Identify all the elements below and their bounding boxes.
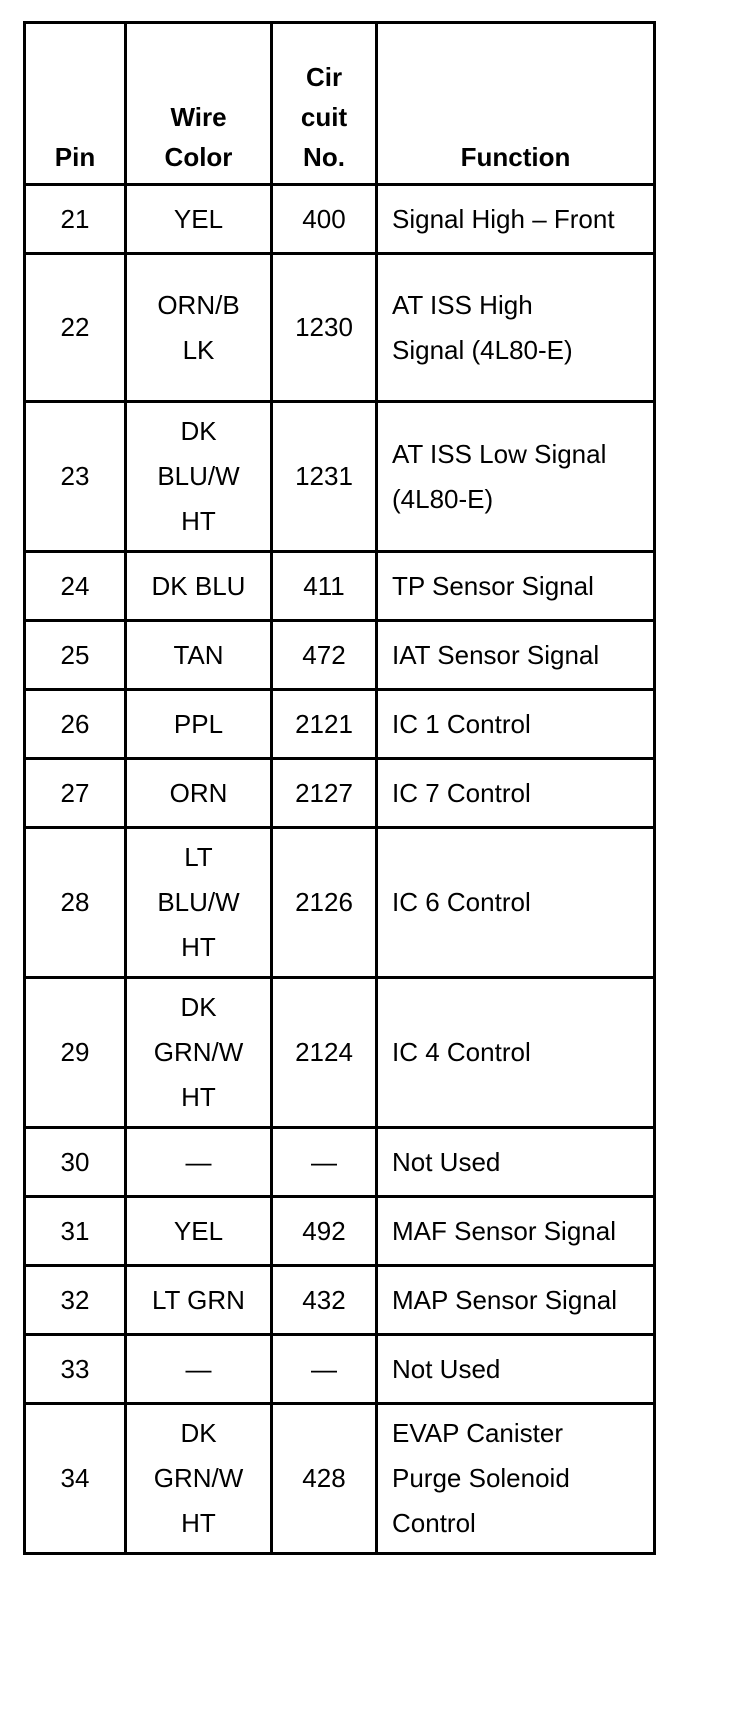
pin-cell: 32	[25, 1266, 126, 1335]
circuit-cell: 492	[272, 1197, 377, 1266]
pin-cell: 33	[25, 1335, 126, 1404]
table-row	[25, 254, 655, 402]
circuit-cell: 472	[272, 621, 377, 690]
function-cell: Not Used	[377, 1128, 655, 1197]
table-row	[25, 621, 655, 690]
table-row	[25, 759, 655, 828]
wire-color-cell: YEL	[126, 185, 272, 254]
circuit-cell: 1231	[272, 402, 377, 552]
wire-color-cell: ORN/B LK	[126, 254, 272, 402]
function-cell: IAT Sensor Signal	[377, 621, 655, 690]
pin-cell: 22	[25, 254, 126, 402]
table-body	[25, 185, 655, 1554]
function-cell: TP Sensor Signal	[377, 552, 655, 621]
wire-color-cell: DK GRN/W HT	[126, 1404, 272, 1554]
wire-color-cell: YEL	[126, 1197, 272, 1266]
pin-table	[23, 21, 656, 1555]
header-wire-color: Wire Color	[126, 23, 272, 185]
table-row	[25, 552, 655, 621]
circuit-cell: 411	[272, 552, 377, 621]
circuit-cell: 432	[272, 1266, 377, 1335]
wire-color-cell: DK GRN/W HT	[126, 978, 272, 1128]
pin-cell: 26	[25, 690, 126, 759]
header-function: Function	[377, 23, 655, 185]
circuit-cell: 2127	[272, 759, 377, 828]
function-cell: IC 4 Control	[377, 978, 655, 1128]
pin-cell: 25	[25, 621, 126, 690]
function-cell: IC 1 Control	[377, 690, 655, 759]
wire-color-cell: TAN	[126, 621, 272, 690]
table-row	[25, 828, 655, 978]
pin-cell: 24	[25, 552, 126, 621]
wire-color-cell: DK BLU	[126, 552, 272, 621]
pin-cell: 28	[25, 828, 126, 978]
pin-cell: 34	[25, 1404, 126, 1554]
function-cell: EVAP Canister Purge Solenoid Control	[377, 1404, 655, 1554]
table-row	[25, 1266, 655, 1335]
header-row	[25, 23, 655, 185]
pin-cell: 21	[25, 185, 126, 254]
circuit-cell: 1230	[272, 254, 377, 402]
pin-cell: 23	[25, 402, 126, 552]
pin-cell: 31	[25, 1197, 126, 1266]
function-cell: AT ISS High Signal (4L80-E)	[377, 254, 655, 402]
wire-color-cell: PPL	[126, 690, 272, 759]
function-cell: Signal High – Front	[377, 185, 655, 254]
function-cell: IC 7 Control	[377, 759, 655, 828]
function-cell: MAF Sensor Signal	[377, 1197, 655, 1266]
circuit-cell: 2121	[272, 690, 377, 759]
circuit-cell: 2124	[272, 978, 377, 1128]
function-cell: MAP Sensor Signal	[377, 1266, 655, 1335]
table-row	[25, 1335, 655, 1404]
header-pin: Pin	[25, 23, 126, 185]
table-row	[25, 1197, 655, 1266]
pin-cell: 27	[25, 759, 126, 828]
table-row	[25, 978, 655, 1128]
circuit-cell: —	[272, 1128, 377, 1197]
wire-color-cell: —	[126, 1335, 272, 1404]
wire-color-cell: DK BLU/W HT	[126, 402, 272, 552]
circuit-cell: —	[272, 1335, 377, 1404]
wire-color-cell: ORN	[126, 759, 272, 828]
header-circuit-no: Cir cuit No.	[272, 23, 377, 185]
wire-color-cell: LT GRN	[126, 1266, 272, 1335]
table-row	[25, 402, 655, 552]
circuit-cell: 2126	[272, 828, 377, 978]
pin-cell: 29	[25, 978, 126, 1128]
function-cell: AT ISS Low Signal (4L80-E)	[377, 402, 655, 552]
table-row	[25, 185, 655, 254]
circuit-cell: 428	[272, 1404, 377, 1554]
wire-color-cell: —	[126, 1128, 272, 1197]
function-cell: Not Used	[377, 1335, 655, 1404]
circuit-cell: 400	[272, 185, 377, 254]
table-row	[25, 690, 655, 759]
wire-color-cell: LT BLU/W HT	[126, 828, 272, 978]
table-row	[25, 1128, 655, 1197]
function-cell: IC 6 Control	[377, 828, 655, 978]
table-row	[25, 1404, 655, 1554]
pin-cell: 30	[25, 1128, 126, 1197]
